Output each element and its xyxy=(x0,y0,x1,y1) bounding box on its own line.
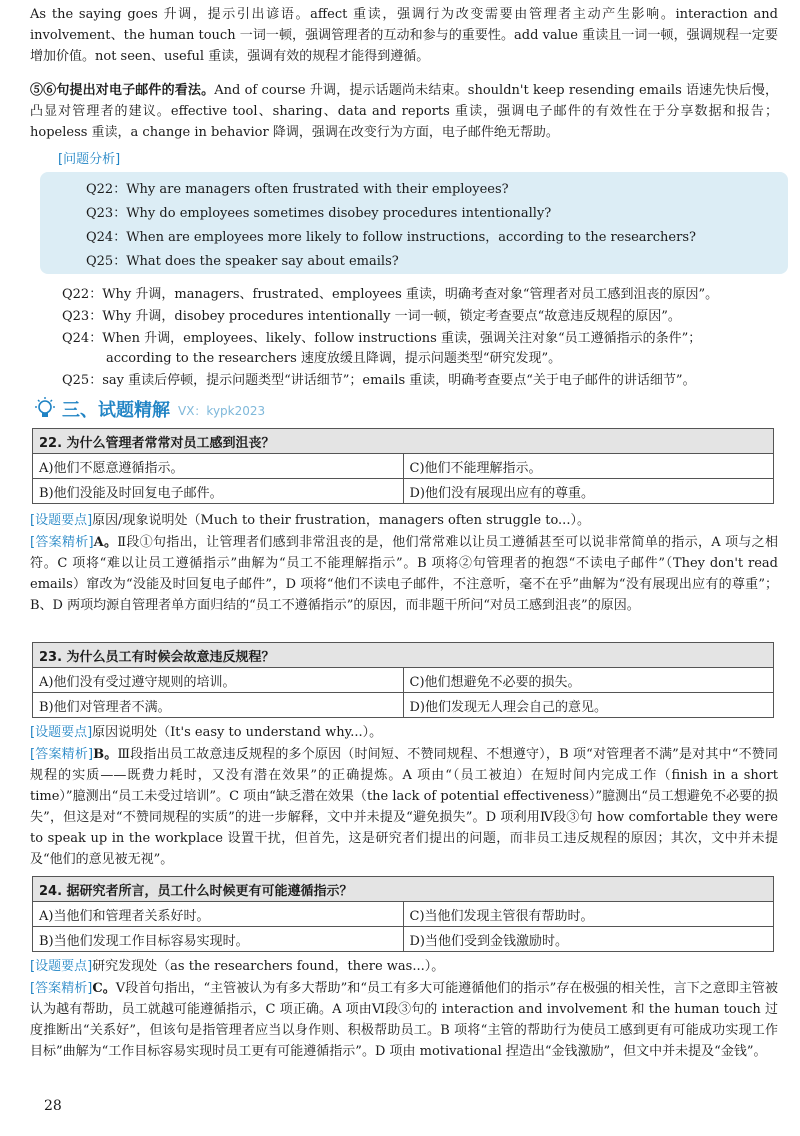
q24-point-text: 研究发现处（as the researchers found，there was...）。 xyxy=(92,959,445,974)
q23-table xyxy=(32,642,774,718)
q24-answer-label: [答案精析] xyxy=(30,981,93,996)
q22-option-b: B)他们没能及时回复电子邮件。 xyxy=(33,479,404,504)
q24-table xyxy=(32,876,774,952)
q24-option-a: A)当他们和管理者关系好时。 xyxy=(33,902,404,927)
q23-option-b: B)他们对管理者不满。 xyxy=(33,693,404,718)
watermark: VX：kypk2023 xyxy=(178,404,266,418)
analysis-question-22: Q22：Why are managers often frustrated with their employees? xyxy=(86,182,509,197)
q22-point xyxy=(30,510,778,531)
q24-answer xyxy=(30,978,778,1062)
q22-option-a: A)他们不愿意遵循指示。 xyxy=(33,454,404,479)
analysis-note-25: Q25：say 重读后停顿，提示问题类型“讲话细节”；emails 重读，明确考查要点“关于电子邮件的讲话细节”。 xyxy=(62,373,696,388)
analysis-note-24-cont: according to the researchers 速度放缓且降调，提示问题类型“研究发现”。 xyxy=(106,351,562,366)
q23-answer-label: [答案精析] xyxy=(30,747,94,762)
q22-point-text: 原因/现象说明处（Much to their frustration，managers often struggle to...）。 xyxy=(92,513,590,528)
question-box xyxy=(40,172,788,274)
q22-answer-text: Ⅱ段①句指出，让管理者们感到非常沮丧的是，他们常常难以让员工遵循甚至可以说非常简单的指示，A 项与之相符。C 项将“难以让员工遵循指示”曲解为“员工不能理解指示”。B 项将②句管理者的抱怨“不读电子邮件”（They don't read emails）窜改为“没能及时回复电子邮件”，D 项将“他们不读电子邮件，不注意听，毫不在乎”曲解为“没有展现出应有的尊重”；B、D 两项均源自管理者单方面归结的“员工不遵循指示”的原因，而非题干所问“对员工感到沮丧”的原因。 xyxy=(30,535,778,613)
q24-answer-key: C。 xyxy=(92,981,116,996)
q23-answer-key: B。 xyxy=(93,747,118,762)
section-title: 三、试题精解 xyxy=(62,400,170,421)
q22-title: 22. 为什么管理者常常对员工感到沮丧？ xyxy=(33,429,774,454)
q23-point xyxy=(30,722,778,743)
q22-answer-key: A。 xyxy=(93,535,118,550)
q23-point-label: [设题要点] xyxy=(30,725,93,740)
intro-paragraph-2-text: And of course 升调，提示话题尚未结束。shouldn't keep resending emails 语速先快后慢，凸显对管理者的建议。effective tool、sharing、data and reports 重读，强调电子邮件的有效性在于分享数据和报告；hopeless 重读，a change in behavior 降调，强调在改变行为方面，电子邮件绝无帮助。 xyxy=(30,83,778,140)
q23-point-text: 原因说明处（It's easy to understand why...）。 xyxy=(92,725,383,740)
q24-point-label: [设题要点] xyxy=(30,959,93,974)
q24-option-c: C)当他们发现主管很有帮助时。 xyxy=(403,902,774,927)
analysis-note-22: Q22：Why 升调，managers、frustrated、employees 重读，明确考查对象“管理者对员工感到沮丧的原因”。 xyxy=(62,287,719,302)
q24-title: 24. 据研究者所言，员工什么时候更有可能遵循指示？ xyxy=(33,877,774,902)
q23-option-d: D)他们发现无人理会自己的意见。 xyxy=(403,693,774,718)
page-number: 28 xyxy=(44,1098,62,1114)
q23-answer-text: Ⅲ段指出员工故意违反规程的多个原因（时间短、不赞同规程、不想遵守），B 项“对管理者不满”是对其中“不赞同规程的实质——既费力耗时，又没有潜在效果”的正确提炼。A 项由“（员工被迫）在短时间内完成工作（finish in a short time）”臆测出“员工未受过培训”。C 项由“缺乏潜在效果（the lack of potential effectiveness）”臆测出“员工想避免不必要的损失”，但这是对“不赞同规程的实质”的进一步解释，文中并未提及“避免损失”。D 项利用Ⅳ段③句 how comfortable they were to speak up in the workplace 设置干扰，但首先，这是研究者们提出的问题，而非员工违反规程的原因；其次，文中并未提及“他们的意见被无视”。 xyxy=(30,747,778,867)
intro-paragraph-2 xyxy=(30,80,778,143)
analysis-question-23: Q23：Why do employees sometimes disobey procedures intentionally? xyxy=(86,206,552,221)
q22-option-d: D)他们没有展现出应有的尊重。 xyxy=(403,479,774,504)
q24-option-d: D)当他们受到金钱激励时。 xyxy=(403,927,774,952)
q22-answer xyxy=(30,532,778,616)
q23-option-a: A)他们没有受过遵守规则的培训。 xyxy=(33,668,404,693)
q22-option-c: C)他们不能理解指示。 xyxy=(403,454,774,479)
q24-answer-text: Ⅴ段首句指出，“主管被认为有多大帮助”和“员工有多大可能遵循他们的指示”存在极强的相关性，言下之意即主管被认为越有帮助，员工就越可能遵循指示，C 项正确。A 项由Ⅵ段③句的 interaction and involvement 和 the human touch 过度推断出“关系好”，但该句是指管理者应当以身作则、积极帮助员工。B 项将“主管的帮助行为使员工感到更有可能成功实现工作目标”曲解为“工作目标容易实现时员工更有可能遵循指示”。D 项由 motivational 捏造出“金钱激励”，但文中并未提及“金钱”。 xyxy=(30,981,778,1059)
q22-point-label: [设题要点] xyxy=(30,513,93,528)
q22-answer-label: [答案精析] xyxy=(30,535,94,550)
intro-paragraph-2-lead: ⑤⑥句提出对电子邮件的看法。 xyxy=(30,83,215,98)
q23-title: 23. 为什么员工有时候会故意违反规程？ xyxy=(33,643,774,668)
analysis-note-24: Q24：When 升调，employees、likely、follow instructions 重读，强调关注对象“员工遵循指示的条件”； xyxy=(62,331,702,346)
lightbulb-icon xyxy=(32,396,58,422)
q23-answer xyxy=(30,744,778,870)
intro-paragraph-1: As the saying goes 升调，提示引出谚语。affect 重读，强调行为改变需要由管理者主动产生影响。interaction and involvement、the human touch 一词一顿，强调管理者的互动和参与的重要性。add value 重读且一词一顿，强调规程一定要增加价值。not seen、useful 重读，强调有效的规程才能得到遵循。 xyxy=(30,7,778,64)
q24-point xyxy=(30,956,778,977)
analysis-heading: [问题分析] xyxy=(58,152,121,167)
q24-option-b: B)当他们发现工作目标容易实现时。 xyxy=(33,927,404,952)
q23-option-c: C)他们想避免不必要的损失。 xyxy=(403,668,774,693)
analysis-note-23: Q23：Why 升调，disobey procedures intentionally 一词一顿，锁定考查要点“故意违反规程的原因”。 xyxy=(62,309,681,324)
analysis-question-24: Q24：When are employees more likely to follow instructions，according to the researchers? xyxy=(86,230,696,245)
analysis-question-25: Q25：What does the speaker say about emails? xyxy=(86,254,399,269)
q22-table xyxy=(32,428,774,504)
